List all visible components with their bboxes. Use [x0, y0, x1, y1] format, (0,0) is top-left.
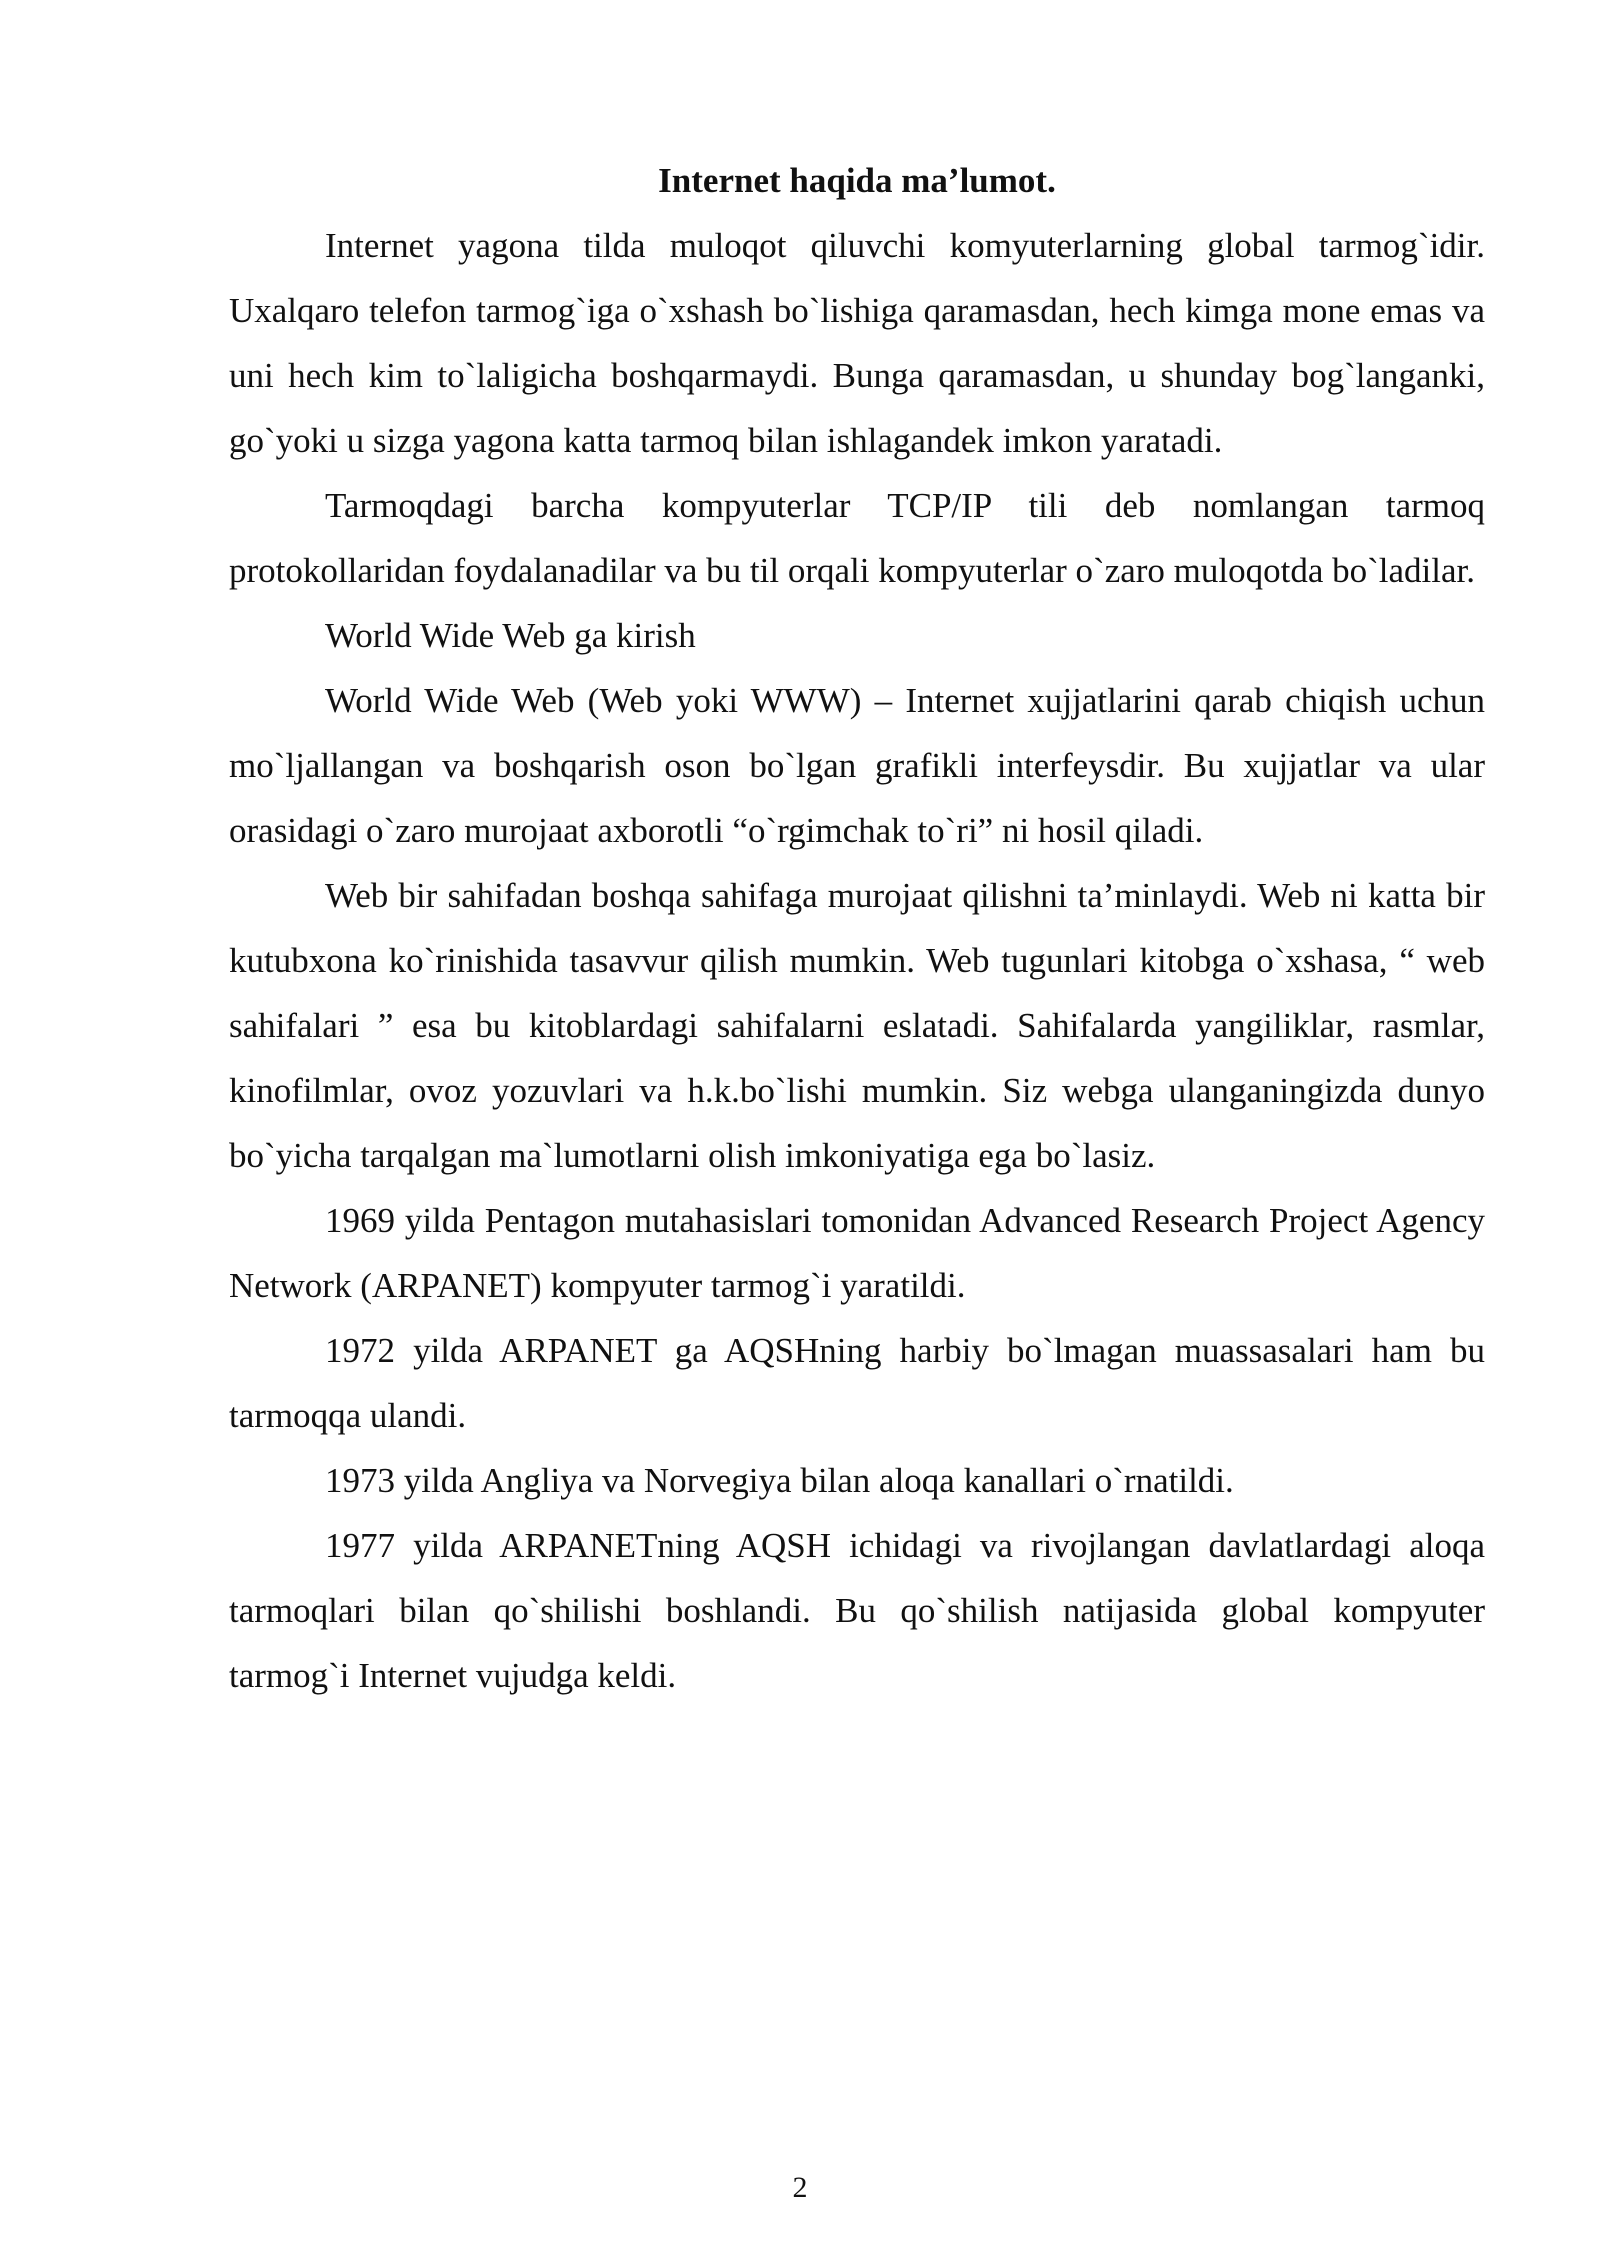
paragraph-www-heading: World Wide Web ga kirish [325, 616, 696, 655]
paragraph-1969: 1969 yilda Pentagon mutahasislari tomonidan Advanced Research Project Agency Network (ARPANET) kompyuter tarmog`i yaratildi. [229, 1201, 1485, 1305]
paragraph-1977: 1977 yilda ARPANETning AQSH ichidagi va rivojlangan davlatlardagi aloqa tarmoqlari bilan qo`shilishi boshlandi. Bu qo`shilish natijasida global kompyuter tarmog`i Internet vujudga keldi. [229, 1526, 1485, 1695]
page-content [229, 148, 1485, 1708]
paragraph-1972: 1972 yilda ARPANET ga AQSHning harbiy bo`lmagan muassasalari ham bu tarmoqqa ulandi. [229, 1331, 1485, 1435]
paragraph-www-definition: World Wide Web (Web yoki WWW) – Internet xujjatlarini qarab chiqish uchun mo`ljallangan va boshqarish oson bo`lgan grafikli interfeysdir. Bu xujjatlar va ular orasidagi o`zaro murojaat axborotli “o`rgimchak to`ri” ni hosil qiladi. [229, 681, 1485, 850]
paragraph-tcp-ip: Tarmoqdagi barcha kompyuterlar TCP/IP tili deb nomlangan tarmoq protokollaridan foydalanadilar va bu til orqali kompyuterlar o`zaro muloqotda bo`ladilar. [229, 486, 1485, 590]
paragraph-internet-definition: Internet yagona tilda muloqot qiluvchi komyuterlarning global tarmog`idir. Uxalqaro telefon tarmog`iga o`xshash bo`lishiga qaramasdan, hech kimga mone emas va uni hech kim to`laligicha boshqarmaydi. Bunga qaramasdan, u shunday bog`langanki, go`yoki u sizga yagona katta tarmoq bilan ishlagandek imkon yaratadi. [229, 226, 1485, 460]
page-number: 2 [792, 2171, 808, 2204]
paragraph-web-library: Web bir sahifadan boshqa sahifaga murojaat qilishni ta’minlaydi. Web ni katta bir kutubxona ko`rinishida tasavvur qilish mumkin. Web tugunlari kitobga o`xshasa, “ web sahifalari ” esa bu kitoblardagi sahifalarni eslatadi. Sahifalarda yangiliklar, rasmlar, kinofilmlar, ovoz yozuvlari va h.k.bo`lishi mumkin. Siz webga ulanganingizda dunyo bo`yicha tarqalgan ma`lumotlarni olish imkoniyatiga ega bo`lasiz. [229, 876, 1485, 1175]
paragraph-1973: 1973 yilda Angliya va Norvegiya bilan aloqa kanallari o`rnatildi. [325, 1461, 1234, 1500]
document-title: Internet haqida ma’lumot. [658, 161, 1056, 200]
